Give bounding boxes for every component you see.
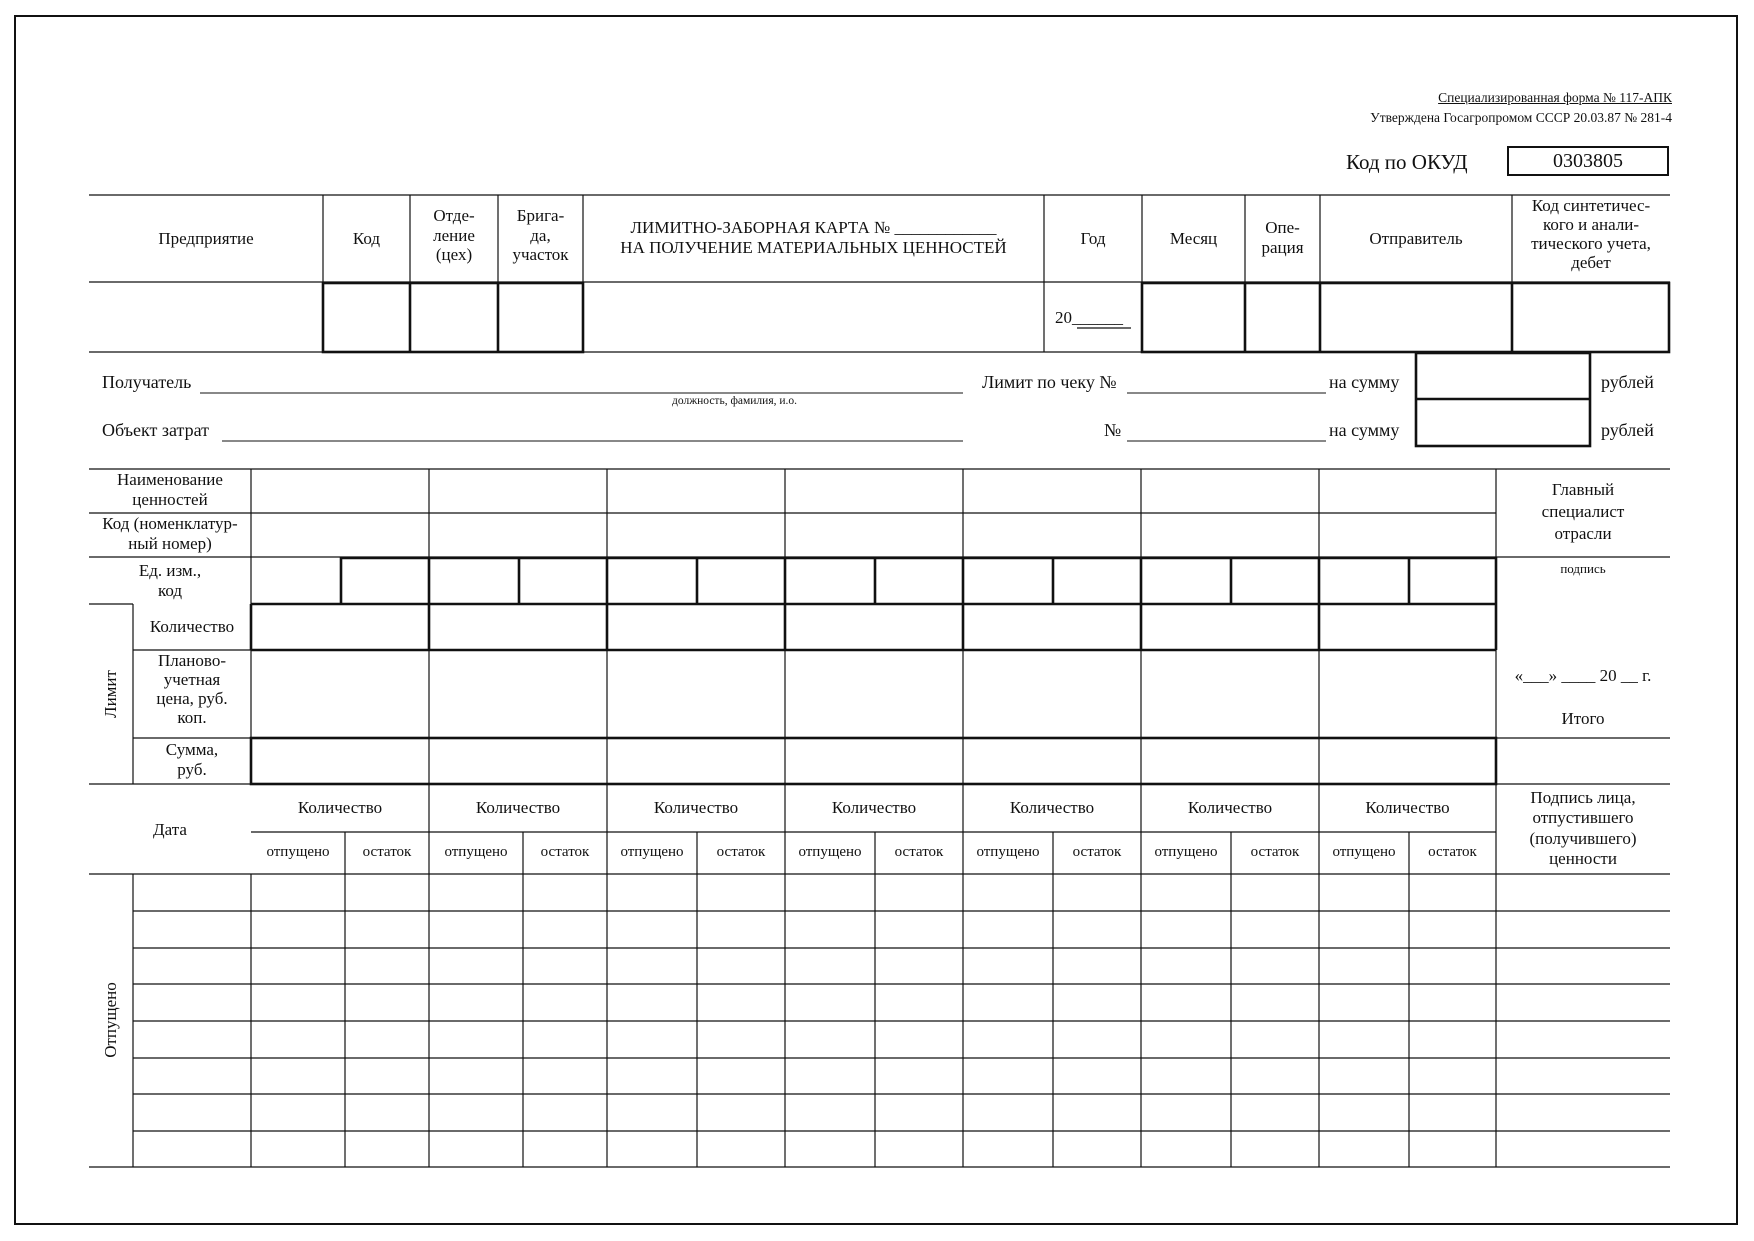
header-brigade: Брига- да, участок xyxy=(512,206,569,265)
form-approval: Утверждена Госагропромом СССР 20.03.87 № 281-4 xyxy=(1370,110,1672,125)
position-hint: должность, фамилия, и.о. xyxy=(672,395,798,407)
released-side-label: Отпущено xyxy=(101,982,120,1058)
signature-label: подпись xyxy=(1560,561,1606,576)
limit-side-label: Лимит xyxy=(101,670,120,718)
header-year: Год xyxy=(1080,229,1106,248)
plan-price-label: Планово- учетная цена, руб. коп. xyxy=(156,651,228,728)
qty-group-7: Количество xyxy=(1365,798,1450,817)
total-label: Итого xyxy=(1561,709,1605,728)
released-3: отпущено xyxy=(620,844,684,860)
nomenclature-code-label: Код (номенклатур- ный номер) xyxy=(102,514,238,553)
check-no-label: № xyxy=(1104,420,1122,440)
date-label: Дата xyxy=(153,820,187,839)
released-4: отпущено xyxy=(798,844,862,860)
remaining-5: остаток xyxy=(1072,844,1122,860)
header-account-code: Код синтетичес- кого и анали- тического учета, дебет xyxy=(1531,196,1651,273)
qty-group-5: Количество xyxy=(1009,798,1095,817)
chief-specialist-label: Главный специалист отрасли xyxy=(1541,480,1625,544)
released-7: отпущено xyxy=(1332,844,1396,860)
remaining-3: остаток xyxy=(716,844,766,860)
sum-label: Сумма, руб. xyxy=(165,740,219,779)
header-enterprise: Предприятие xyxy=(158,229,254,248)
header-operation: Опе- рация xyxy=(1261,218,1304,257)
year-value: 20______ xyxy=(1055,308,1123,327)
released-2: отпущено xyxy=(444,844,508,860)
qty-group-1: Количество xyxy=(297,798,383,817)
released-6: отпущено xyxy=(1154,844,1218,860)
signer-label: Подпись лица, отпустившего (получившего) ценности xyxy=(1529,788,1637,869)
qty-group-2: Количество xyxy=(475,798,561,817)
released-1: отпущено xyxy=(266,844,330,860)
qty-group-6: Количество xyxy=(1187,798,1273,817)
header-code: Код xyxy=(352,229,381,248)
remaining-2: остаток xyxy=(540,844,590,860)
limit-check-label: Лимит по чеку № xyxy=(982,372,1117,392)
header-department: Отде- ление (цех) xyxy=(433,206,475,265)
released-5: отпущено xyxy=(976,844,1040,860)
unit-code-label: Ед. изм., код xyxy=(138,561,202,600)
limit-quantity-label: Количество xyxy=(149,617,235,636)
okud-label: Код по ОКУД xyxy=(1346,150,1468,174)
remaining-6: остаток xyxy=(1250,844,1300,860)
name-of-values-label: Наименование ценностей xyxy=(117,470,223,509)
rubles-label-2: рублей xyxy=(1601,420,1654,440)
recipient-label: Получатель xyxy=(102,372,192,392)
form-name: Специализированная форма № 117-АПК xyxy=(1438,90,1672,105)
header-month: Месяц xyxy=(1169,229,1218,248)
qty-group-4: Количество xyxy=(831,798,917,817)
qty-group-3: Количество xyxy=(653,798,739,817)
cost-object-label: Объект затрат xyxy=(102,420,209,440)
okud-code-box: 0303805 xyxy=(1507,146,1669,176)
remaining-1: остаток xyxy=(362,844,412,860)
on-sum-label-2: на сумму xyxy=(1329,420,1400,440)
on-sum-label-1: на сумму xyxy=(1329,372,1400,392)
remaining-7: остаток xyxy=(1428,844,1477,860)
date-line: «___» ____ 20 __ г. xyxy=(1514,666,1652,685)
rubles-label-1: рублей xyxy=(1601,372,1654,392)
header-sender: Отправитель xyxy=(1369,229,1463,248)
remaining-4: остаток xyxy=(894,844,944,860)
document-title: ЛИМИТНО-ЗАБОРНАЯ КАРТА № ____________ НА ПОЛУЧЕНИЕ МАТЕРИАЛЬНЫХ ЦЕННОСТЕЙ xyxy=(620,218,1007,257)
